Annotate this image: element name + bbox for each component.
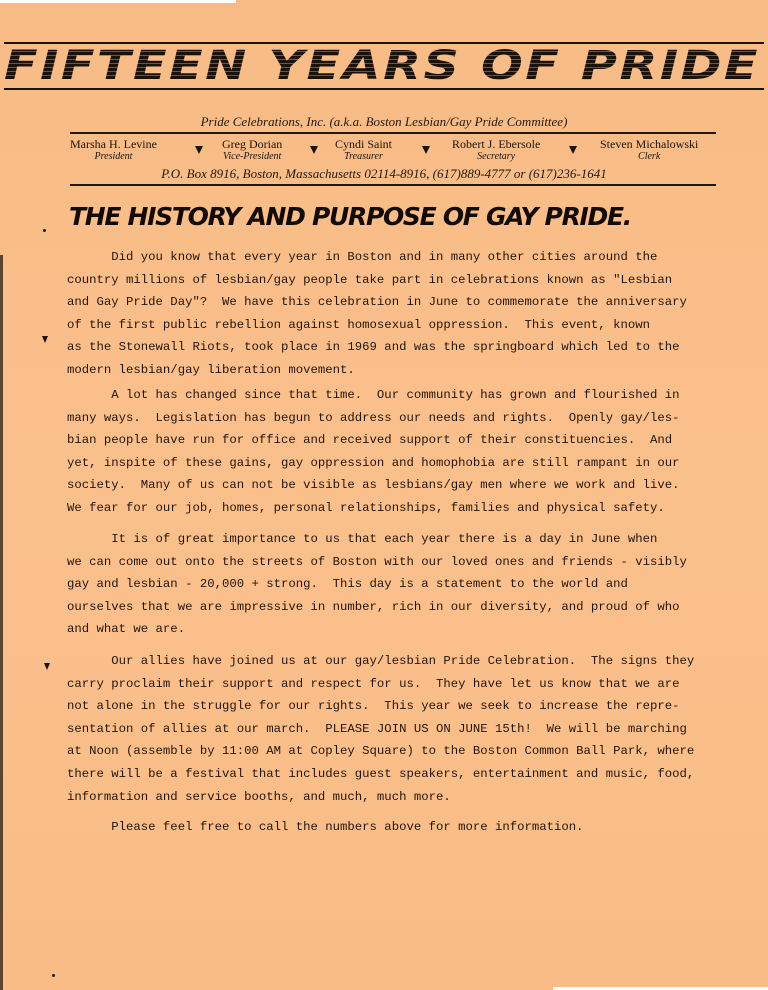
text-line: at Noon (assemble by 11:00 AM at Copley Square) to the Boston Common Ball Park, where <box>67 744 695 759</box>
officer-role: President <box>94 151 133 162</box>
text-line: Our allies have joined us at our gay/lesbian Pride Celebration. The signs they <box>67 654 695 668</box>
officer-clerk <box>600 137 698 163</box>
scan-edge-left <box>0 255 3 990</box>
paragraph-importance <box>67 528 727 641</box>
text-line: A lot has changed since that time. Our community has grown and flourished in <box>67 388 680 402</box>
officer-role: Treasurer <box>344 151 383 162</box>
text-line: of the first public rebellion against homosexual oppression. This event, known <box>67 317 650 332</box>
officer-name: Cyndi Saint <box>335 137 393 151</box>
text-line: modern lesbian/gay liberation movement. <box>67 362 355 377</box>
margin-dot-icon <box>52 974 55 977</box>
text-line: society. Many of us can not be visible as lesbians/gay men where we work and live. <box>67 478 680 493</box>
officer-vice-president <box>222 137 282 163</box>
text-line: We fear for our job, homes, personal relationships, families and physical safety. <box>67 500 665 515</box>
text-line: and Gay Pride Day"? We have this celebration in June to commemorate the anniversary <box>67 295 687 310</box>
text-line: as the Stonewall Riots, took place in 1969 and was the springboard which led to the <box>67 340 680 355</box>
triangle-separator-icon <box>422 146 430 154</box>
banner-title: FIFTEEN YEARS OF PRIDE <box>4 44 761 88</box>
officer-treasurer <box>335 137 392 163</box>
text-line: information and service booths, and much, much more. <box>67 789 451 804</box>
paragraph-history <box>67 246 727 382</box>
text-line: bian people have run for office and received support of their constituencies. And <box>67 433 673 448</box>
organization-name: Pride Celebrations, Inc. (a.k.a. Boston Lesbian/Gay Pride Committee) <box>200 114 568 129</box>
letterhead-rule-top <box>70 132 716 134</box>
document-heading: THE HISTORY AND PURPOSE OF GAY PRIDE. <box>69 202 631 231</box>
text-line: It is of great importance to us that each year there is a day in June when <box>67 532 658 546</box>
officers-list <box>70 137 720 165</box>
officer-role: Clerk <box>638 151 661 162</box>
officer-role: Vice-President <box>223 151 282 162</box>
margin-triangle-icon <box>44 663 50 670</box>
text-line: there will be a festival that includes guest speakers, entertainment and music, food, <box>67 766 695 781</box>
text-line: country millions of lesbian/gay people take part in celebrations known as "Lesbian <box>67 272 673 287</box>
officer-name: Steven Michalowski <box>600 137 699 151</box>
margin-dot-icon <box>43 229 46 232</box>
triangle-separator-icon <box>310 146 318 154</box>
paragraph-progress <box>67 384 727 520</box>
paragraph-contact <box>67 816 727 839</box>
margin-triangle-icon <box>42 336 48 343</box>
triangle-separator-icon <box>569 146 577 154</box>
letterhead-rule-bottom <box>70 184 716 186</box>
officer-name: Robert J. Ebersole <box>452 137 541 151</box>
officer-president <box>70 137 157 163</box>
banner <box>4 44 764 88</box>
mailing-address: P.O. Box 8916, Boston, Massachusetts 02114-8916, (617)889-4777 or (617)236-1641 <box>161 166 607 181</box>
text-line: ourselves that we are impressive in number, rich in our diversity, and proud of who <box>67 599 680 614</box>
officer-name: Greg Dorian <box>222 137 283 151</box>
officer-name: Marsha H. Levine <box>70 137 157 151</box>
paragraph-allies <box>67 650 727 808</box>
officer-role: Secretary <box>477 151 516 162</box>
triangle-separator-icon <box>195 146 203 154</box>
text-line: and what we are. <box>67 622 186 637</box>
text-line: we can come out onto the streets of Boston with our loved ones and friends - visibly <box>67 554 687 569</box>
text-line: not alone in the struggle for our rights. This year we seek to increase the repre- <box>67 699 680 714</box>
text-line: carry proclaim their support and respect for us. They have let us know that we are <box>67 676 680 691</box>
scan-edge-top <box>0 0 236 3</box>
officer-secretary <box>452 137 540 163</box>
text-line: Did you know that every year in Boston and in many other cities around the <box>67 250 658 264</box>
banner-rule-bottom <box>4 88 764 90</box>
text-line: gay and lesbian - 20,000 + strong. This day is a statement to the world and <box>67 577 628 592</box>
text-line: sentation of allies at our march. PLEASE JOIN US ON JUNE 15th! We will be marching <box>67 721 687 736</box>
text-line: yet, inspite of these gains, gay oppression and homophobia are still rampant in our <box>67 455 680 470</box>
text-line: many ways. Legislation has begun to address our needs and rights. Openly gay/les- <box>67 410 680 425</box>
text-line: Please feel free to call the numbers above for more information. <box>67 820 584 834</box>
